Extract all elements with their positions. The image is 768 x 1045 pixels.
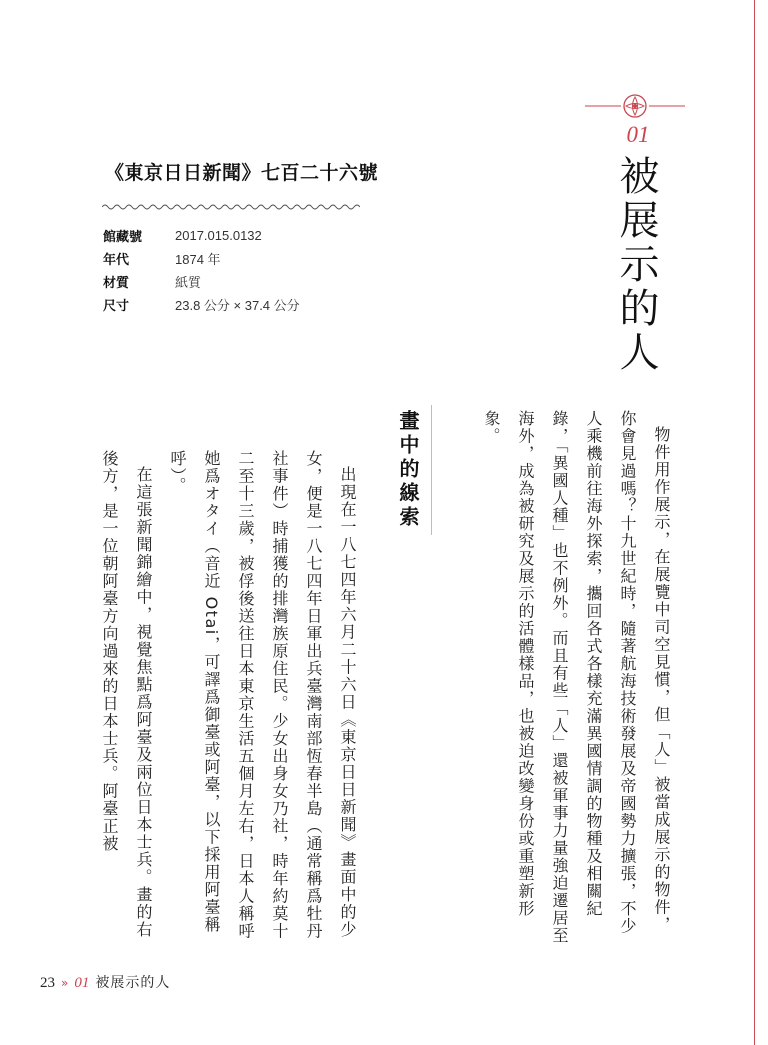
info-value: 1874 年 [175, 252, 221, 267]
chapter-ornament-icon [585, 92, 685, 120]
info-row-catalog [103, 224, 300, 247]
page-footer [40, 972, 170, 992]
artifact-title: 《東京日日新聞》七百二十六號 [105, 162, 379, 184]
intro-paragraph: 物件用作展示，在展覽中司空見慣，但「人」被當成展示的物件，你會見過嗎？十九世紀時，隨著航海技術發展及帝國勢力擴張，不少人乘機前往海外探索，攜回各式各樣充滿異國情調的物種及相關紀錄，「異國人種」也不例外。而且有些「人」還被軍事力量強迫遷居至海外，成為被研究及展示的活體樣品，也被迫改變身份或重塑新形象。 [482, 410, 671, 945]
section-divider [431, 405, 432, 535]
intro-paragraph-block [474, 410, 678, 945]
info-label: 年代 [103, 253, 130, 268]
footer-chapter-number: 01 [74, 975, 90, 991]
section-heading: 畫中的線索 [396, 410, 420, 530]
section-paragraph: 在這張新聞錦繪中，視覺焦點爲阿臺及兩位日本士兵。畫的右後方，是一位朝阿臺方向過來的日本士兵。阿臺正被 [100, 450, 153, 939]
info-value: 23.8 公分 × 37.4 公分 [175, 298, 300, 313]
footer-chapter-title: 被展示的人 [95, 975, 171, 991]
section-body [92, 450, 364, 945]
info-value: 2017.015.0132 [175, 228, 262, 243]
wavy-divider [102, 196, 360, 215]
chapter-title: 被展示的人 [613, 155, 659, 375]
info-label: 材質 [103, 276, 130, 291]
page-number: 23 [40, 975, 55, 991]
section-paragraph: 出現在一八七四年六月二十六日《東京日日新聞》畫面中的少女，便是一八七四年日軍出兵臺灣南部恆春半島（通常稱爲牡丹社事件）時捕獲的排灣族原住民。少女出身女乃社，時年約莫十二至十三歲，被俘後送往日本東京生活五個月左右，日本人稱呼她爲オタイ（音近 Otai，可譯爲御臺或阿臺，以下採用阿臺稱呼）。 [168, 450, 357, 940]
info-row-size [103, 293, 300, 316]
footer-separator: » [61, 976, 69, 990]
artifact-info-list [103, 224, 300, 316]
page-edge-rule [754, 0, 755, 1045]
info-row-material [103, 270, 300, 293]
chapter-number: 01 [626, 122, 650, 147]
info-label: 尺寸 [103, 299, 130, 314]
info-row-year [103, 247, 300, 270]
info-value: 紙質 [175, 275, 202, 290]
info-label: 館藏號 [103, 230, 143, 245]
